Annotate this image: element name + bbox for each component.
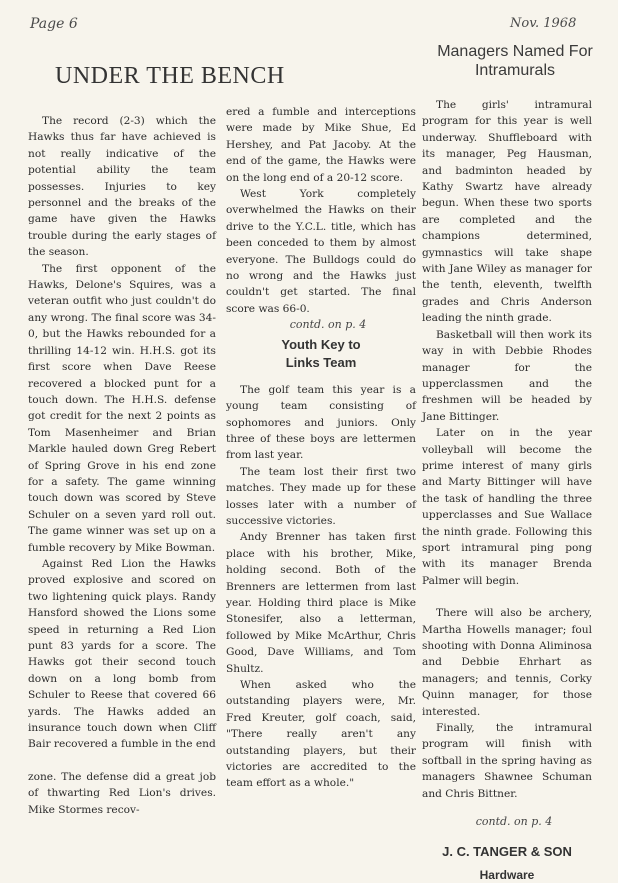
paragraph: West York completely overwhelmed the Hawks on their drive to the Y.C.L. title, which has been conceded to them by almost everyone. The Bulldogs could do no wrong and the Hawks just couldn't get started. The final score was 66-0. bbox=[226, 188, 416, 315]
paragraph: The team lost their first two matches. They made up for these losses later with a number of successive victories. bbox=[226, 465, 416, 527]
column-three bbox=[422, 97, 592, 883]
golf-headline: Youth Key to Links Team bbox=[281, 336, 361, 370]
column-one bbox=[28, 113, 216, 818]
paragraph: The girls' intramural program for this year is well underway. Shuffleboard with its manager, Peg Hausman, and badminton headed by Kathy Swartz have already begun. When these two sports are completed and the champions determined, gymnastics will take shape with Jane Wiley as manager for the tenth, eleventh, twelfth grades and Chris Anderson leading the ninth grade. bbox=[422, 99, 592, 325]
paragraph: The golf team this year is a young team consisting of sophomores and juniors. Only three of these boys are lettermen from last year. bbox=[226, 383, 416, 462]
paragraph: Andy Brenner has taken first place with his brother, Mike, holding second. Both of the Brenners are lettermen from last year. Holding third place is Mike Stonesifer, also a letterman, followed by Mike McArthur, Chris Good, Dave Williams, and Tom Shultz. bbox=[226, 531, 416, 675]
advertiser-name: J. C. TANGER & SON bbox=[442, 844, 572, 860]
handwritten-page-label: Page 6 bbox=[30, 16, 78, 32]
managers-headline: Managers Named For Intramurals bbox=[437, 43, 593, 79]
paragraph: The record (2-3) which the Hawks thus far have achieved is not really indicative of the potential ability the team possesses. Injuries to key personnel and the breaks of the game have given the Hawks trouble during the early stages of the season. bbox=[28, 115, 216, 259]
column-headline: UNDER THE BENCH bbox=[55, 63, 285, 89]
paragraph: Finally, the intramural program will finish with softball in the spring having as managers Shawnee Schuman and Chris Bittner. bbox=[422, 722, 592, 800]
paragraph: The first opponent of the Hawks, Delone's Squires, was a veteran outfit who just couldn't do any wrong. The final score was 34-0, but the Hawks rebounded for a thrilling 14-12 win. H.H.S. got its first score when Dave Reese recovered a blocked punt for a touch down. The H.H.S. defense got credit for the next 2 points as Tom Masenheimer and Brian Markle hauled down Greg Rebert of Spring Grove in his end zone for a safety. The game winning touch down was scored by Steve Schuler on a seven yard roll out. The game winner was set up on a fumble recovery by Mike Bowman. bbox=[28, 262, 216, 554]
paragraph: zone. The defense did a great job of thwarting Red Lion's drives. Mike Stormes recov- bbox=[28, 770, 216, 816]
paragraph: There will also be archery, Martha Howells manager; foul shooting with Donna Aliminosa and Debbie Ehrhart as managers; and tennis, Corky Quinn manager, for those interested. bbox=[422, 607, 592, 718]
handwritten-date: Nov. 1968 bbox=[510, 16, 577, 31]
paragraph: Against Red Lion the Hawks proved explosive and scored on two lightening quick plays. Randy Hansford showed the Lions some speed in returning a Red Lion punt 83 yards for a score. The Hawks got their second touch down on a long bomb from Schuler to Reese that covered 66 yards. The Hawks added an insurance touch down when Cliff Bair recovered a fumble in the end bbox=[28, 557, 216, 751]
paragraph: Basketball will then work its way in with Debbie Rhodes manager for the upperclassmen and the freshmen will be headed by Jane Bittinger. bbox=[422, 328, 592, 423]
advertiser-type: Hardware bbox=[479, 867, 535, 882]
paragraph: Later on in the year volleyball will become the prime interest of many girls and Marty Bittinger will have the task of handling the three upperclasses and Sue Wallace the ninth grade. Following this sport intramural ping pong with its manager Brenda Palmer will begin. bbox=[422, 427, 592, 587]
continued-note: contd. on p. 4 bbox=[289, 318, 367, 332]
column-two bbox=[226, 104, 416, 792]
paragraph: When asked who the outstanding players were, Mr. Fred Kreuter, golf coach, said, "There really aren't any outstanding players, but their victories are accredited to the team effort as a whole." bbox=[226, 679, 416, 790]
continued-note: contd. on p. 4 bbox=[475, 815, 553, 829]
paragraph: ered a fumble and interceptions were made by Mike Shue, Ed Hershey, and Pat Jacoby. At the end of the game, the Hawks were on the long end of a 20-12 score. bbox=[226, 106, 416, 184]
